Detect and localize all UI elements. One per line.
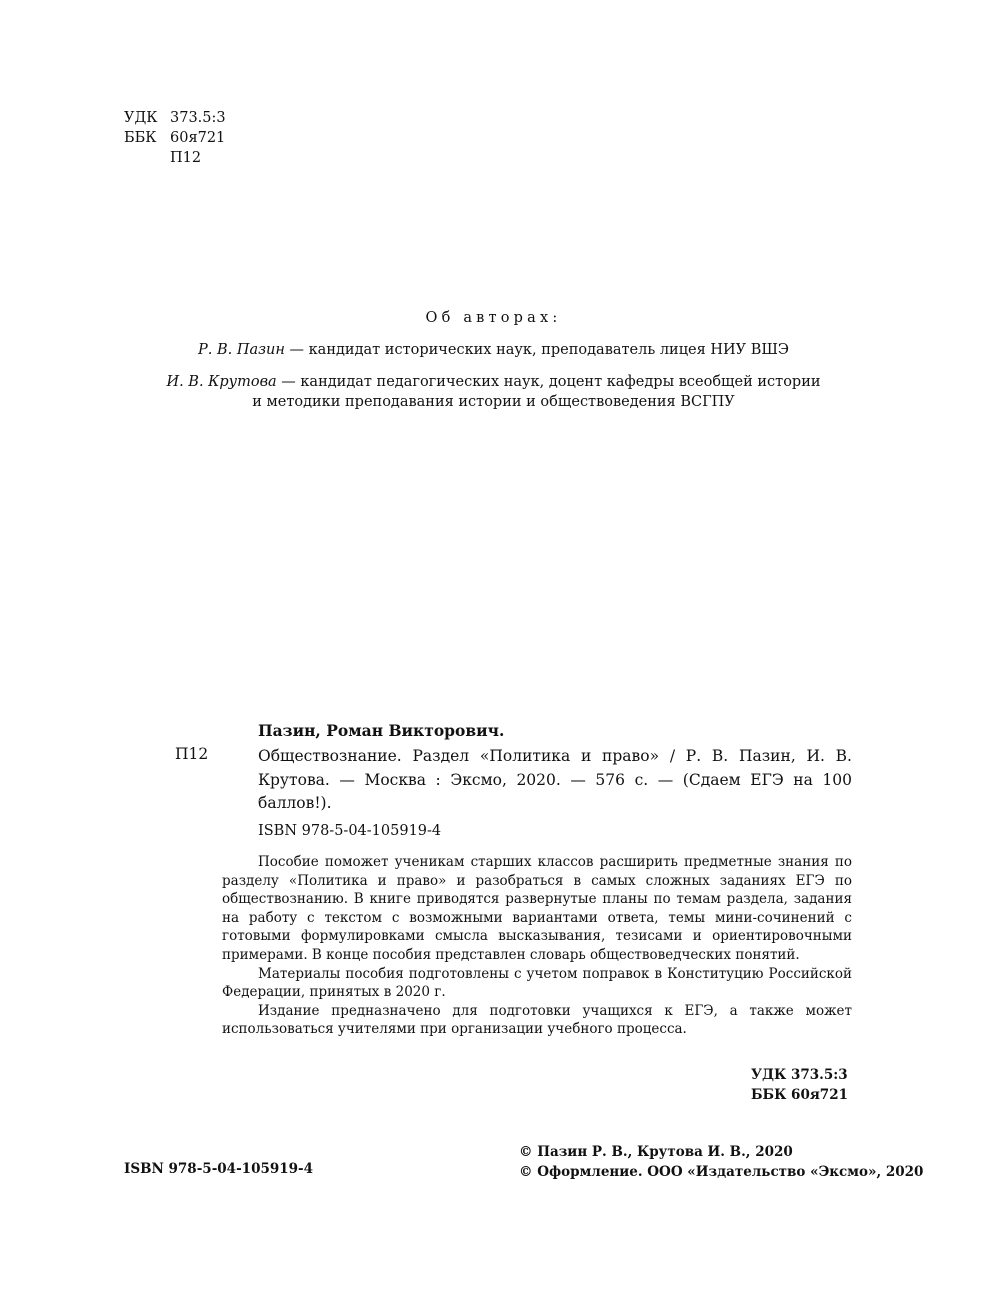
- annotation-paragraph: Пособие поможет ученикам старших классов расширить предметные знания по разделу «Политика и право» и разобраться в самых сложных заданиях ЕГЭ по обществознанию. В книге приводятся развернутые планы по темам раздела, задания на работу с текстом с возможными вариантами ответа, темы мини-сочинений с готовыми формулировками смысла высказывания, тезисами и ориентировочными примерами. В конце пособия представлен словарь обществоведческих понятий.: [222, 854, 852, 963]
- annotation: [222, 853, 852, 1039]
- author-entry: [0, 372, 987, 412]
- copyright-authors: © Пазин Р. В., Крутова И. В., 2020: [519, 1144, 793, 1160]
- udk-value: 373.5:3: [170, 110, 226, 126]
- author-entry: [0, 340, 987, 360]
- author-name: И. В. Крутова: [166, 374, 277, 390]
- bibliographic-description: Обществознание. Раздел «Политика и право» / Р. В. Пазин, И. В. Крутова. — Москва : Эксмо, 2020. — 576 с. — (Сдаем ЕГЭ на 100 баллов!).: [258, 747, 852, 812]
- bbk-row: [124, 128, 226, 148]
- author-sign: П12: [170, 150, 202, 166]
- author-name: Р. В. Пазин: [197, 342, 285, 358]
- bbk-label: ББК: [124, 130, 157, 146]
- annotation-paragraph: Издание предназначено для подготовки учащихся к ЕГЭ, а также может использоваться учителями при организации учебного процесса.: [222, 1002, 852, 1038]
- udk-row: [124, 108, 226, 128]
- bbk-code: ББК 60я721: [751, 1086, 848, 1103]
- bibliographic-isbn: ISBN 978-5-04-105919-4: [258, 823, 442, 839]
- classification-codes-footer: [751, 1066, 848, 1105]
- udk-code: УДК 373.5:3: [751, 1067, 848, 1083]
- author-sign-row: [124, 148, 226, 168]
- isbn-footer: ISBN 978-5-04-105919-4: [124, 1161, 314, 1177]
- author-description: — кандидат исторических наук, преподаватель лицея НИУ ВШЭ: [284, 342, 790, 358]
- bibliographic-author-heading: Пазин, Роман Викторович.: [258, 721, 505, 740]
- classification-block: [124, 108, 226, 168]
- author-description: — кандидат педагогических наук, доцент кафедры всеобщей истории: [276, 374, 821, 390]
- bibliographic-author-sign: П12: [175, 745, 209, 763]
- author-description-continued: и методики преподавания истории и обществоведения ВСГПУ: [252, 394, 735, 410]
- about-authors-heading: Об авторах:: [425, 310, 562, 326]
- annotation-paragraph: Материалы пособия подготовлены с учетом поправок в Конституцию Российской Федерации, принятых в 2020 г.: [222, 965, 852, 1001]
- copyright-block: [519, 1143, 923, 1182]
- udk-label: УДК: [124, 110, 158, 126]
- copyright-design: © Оформление. ООО «Издательство «Эксмо», 2020: [519, 1163, 924, 1180]
- bbk-value: 60я721: [170, 130, 226, 146]
